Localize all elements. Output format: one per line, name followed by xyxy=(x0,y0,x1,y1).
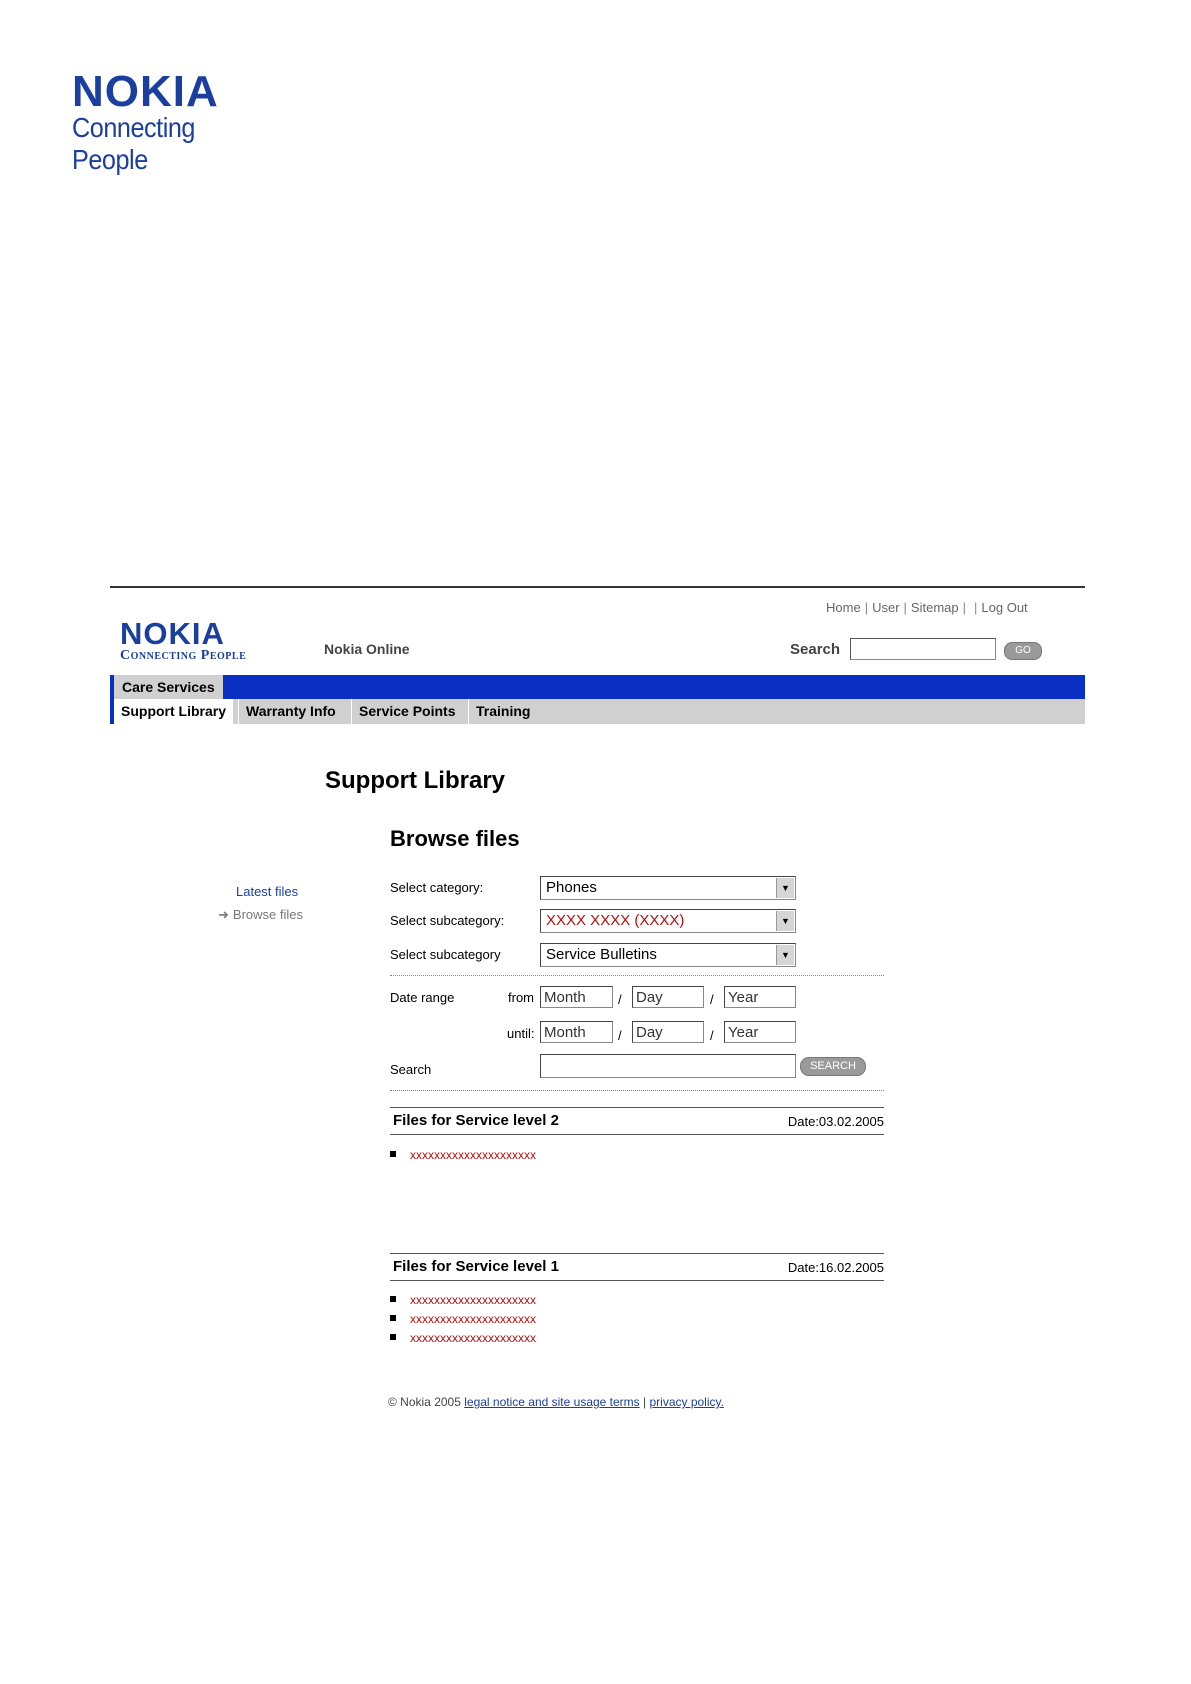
tab-care-services[interactable]: Care Services xyxy=(114,675,223,699)
subcategory2-select[interactable] xyxy=(540,943,796,967)
list-item xyxy=(390,1148,536,1162)
site-logo[interactable] xyxy=(120,616,280,664)
bullet-icon xyxy=(390,1296,396,1302)
tab-warranty-info[interactable]: Warranty Info xyxy=(238,699,343,724)
logo-tagline: Connecting People xyxy=(72,112,195,175)
section-header-level-1 xyxy=(390,1253,884,1281)
chevron-down-icon[interactable]: ▼ xyxy=(776,878,794,898)
search-label: Search xyxy=(390,1062,432,1077)
site-logo-tagline: Connecting People xyxy=(120,648,247,663)
logout-link[interactable]: Log Out xyxy=(981,600,1028,615)
category-label: Select category: xyxy=(390,880,484,895)
subcategory1-value: XXXX XXXX (XXXX) xyxy=(546,912,685,929)
subcategory1-select[interactable] xyxy=(540,909,796,933)
section-date-level-2: Date:03.02.2005 xyxy=(787,1114,884,1129)
divider xyxy=(390,975,884,976)
user-link[interactable]: User xyxy=(872,600,900,615)
tab-service-points[interactable]: Service Points xyxy=(351,699,463,724)
date-range-label: Date range xyxy=(390,990,455,1005)
copyright: © Nokia 2005 xyxy=(388,1395,461,1409)
file-link[interactable]: xxxxxxxxxxxxxxxxxxxxx xyxy=(410,1148,536,1162)
search-button[interactable]: SEARCH xyxy=(800,1057,866,1076)
section-title-level-1: Files for Service level 1 xyxy=(393,1258,559,1275)
bullet-icon xyxy=(390,1151,396,1157)
header-search-input[interactable] xyxy=(850,638,996,660)
site-title: Nokia Online xyxy=(324,641,410,657)
until-month-input[interactable]: Month xyxy=(540,1021,613,1043)
footer xyxy=(388,1395,724,1409)
legal-link[interactable]: legal notice and site usage terms xyxy=(464,1395,640,1409)
chevron-down-icon[interactable]: ▼ xyxy=(776,911,794,931)
section-date-level-1: Date:16.02.2005 xyxy=(787,1260,884,1275)
screenshot-top-rule xyxy=(110,586,1085,588)
list-item xyxy=(390,1331,536,1345)
list-item xyxy=(390,1312,536,1326)
page-title: Support Library xyxy=(325,767,506,794)
home-link[interactable]: Home xyxy=(826,600,861,615)
footer-separator: | xyxy=(643,1395,647,1409)
tab-training[interactable]: Training xyxy=(468,699,537,724)
from-day-input[interactable]: Day xyxy=(632,986,704,1008)
site-logo-wordmark: NOKIA xyxy=(120,616,225,651)
date-separator: / xyxy=(618,1028,622,1043)
section-title-level-2: Files for Service level 2 xyxy=(393,1112,559,1129)
list-item xyxy=(390,1293,536,1307)
tab-support-library[interactable]: Support Library xyxy=(110,699,233,724)
subcategory2-value: Service Bulletins xyxy=(546,946,657,963)
top-links: Home | User | Sitemap | | Log Out xyxy=(826,600,1028,615)
sub-nav xyxy=(110,699,1085,724)
chevron-down-icon[interactable]: ▼ xyxy=(776,945,794,965)
logo-wordmark: NOKIA xyxy=(72,67,219,116)
date-separator: / xyxy=(710,992,714,1007)
date-separator: / xyxy=(618,992,622,1007)
search-input[interactable] xyxy=(540,1054,796,1078)
section-title: Browse files xyxy=(390,826,520,851)
from-month-input[interactable]: Month xyxy=(540,986,613,1008)
go-button[interactable]: GO xyxy=(1004,642,1042,660)
header-search-label: Search xyxy=(790,641,841,658)
section-header-level-2 xyxy=(390,1107,884,1135)
until-year-input[interactable]: Year xyxy=(724,1021,796,1043)
bullet-icon xyxy=(390,1334,396,1340)
subcategory1-label: Select subcategory: xyxy=(390,913,505,928)
category-value: Phones xyxy=(546,879,597,896)
until-day-input[interactable]: Day xyxy=(632,1021,704,1043)
privacy-link[interactable]: privacy policy. xyxy=(649,1395,724,1409)
main-nav xyxy=(110,675,1085,699)
nokia-logo xyxy=(72,67,272,176)
until-label: until: xyxy=(507,1026,535,1041)
arrow-right-icon: ➜ xyxy=(218,907,229,922)
sidebar-browse-files[interactable] xyxy=(218,907,303,923)
subcategory2-label: Select subcategory xyxy=(390,947,501,962)
sitemap-link[interactable]: Sitemap xyxy=(910,600,959,615)
date-separator: / xyxy=(710,1028,714,1043)
sidebar-browse-label: Browse files xyxy=(232,907,303,922)
from-year-input[interactable]: Year xyxy=(724,986,796,1008)
divider xyxy=(390,1090,884,1091)
file-link[interactable]: xxxxxxxxxxxxxxxxxxxxx xyxy=(410,1331,536,1345)
file-link[interactable]: xxxxxxxxxxxxxxxxxxxxx xyxy=(410,1293,536,1307)
from-label: from xyxy=(508,990,534,1005)
file-link[interactable]: xxxxxxxxxxxxxxxxxxxxx xyxy=(410,1312,536,1326)
category-select[interactable] xyxy=(540,876,796,900)
bullet-icon xyxy=(390,1315,396,1321)
sidebar-latest-files[interactable]: Latest files xyxy=(236,884,299,899)
